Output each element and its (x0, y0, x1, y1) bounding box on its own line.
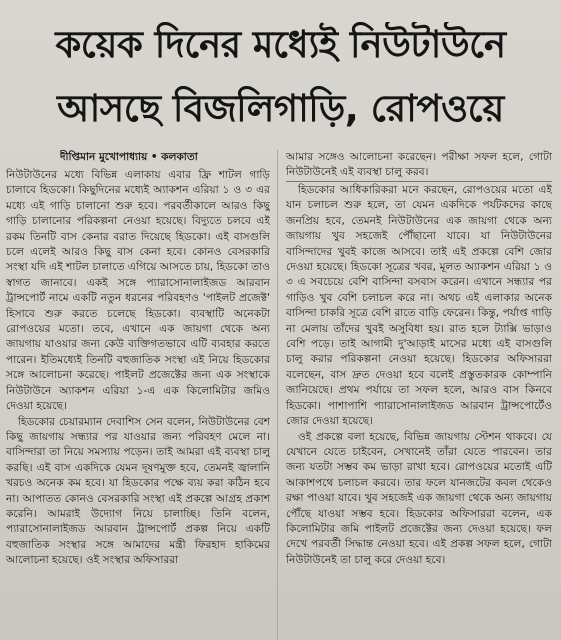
article-right-column (286, 183, 552, 640)
column-divider (277, 150, 278, 640)
paragraph: হিডকোর আধিকারিকরা মনে করছেন, রোপওয়ের মতো এই যান চলাচল শুরু হলে, তা যেমন একদিকে পর্যটকদের কাছে জনপ্রিয় হবে, তেমনই নিউটাউনের এক জায়গা থেকে অন্য জায়গায় খুব সহজেই পৌঁছানো যাবে। যা নিউটাউনের বাসিন্দাদের খুবই কাজে আসবে। তাই এই প্রকল্পে বেশি জোর দেওয়া হয়েছে। হিডকো সূত্রের খবর, মূলত অ্যাকশন এরিয়া ১ ও ৩ এ সবচেয়ে বেশি বাসিন্দা বসবাস করেন। এখানে সন্ধ্যার পর গাড়িও খুব বেশি চলাচল করে না। অথচ এই এলাকার অনেক বাসিন্দা চাকরি সূত্রে বেশি রাতে বাড়ি ফেরেন। কিন্তু, পর্যাপ্ত গাড়ি না মেলায় তাঁদের খুবই অসুবিধা হয়। রাত হলে ট্যাক্সি ভাড়াও বেশি পড়ে। তাই আগামী দু'আড়াই মাসের মধ্যে এই বাসগুলি চালু করার পরিকল্পনা নেওয়া হয়েছে। হিডকোর অফিসাররা বলেছেন, বাস দ্রুত দেওয়া হবে বলেই প্রস্তুতকারক কোম্পানি জানিয়েছে। প্রথম পর্যায়ে তা সফল হলে, আরও বাস কিনবে হিডকো। পাশাপাশি প্যারাসোনালাইজড আরবান ট্রান্সপোর্টেও জোর দেওয়া হয়েছে। (286, 184, 552, 428)
paragraph: নিউটাউনের মধ্যে বিভিন্ন এলাকায় এবার ফ্রি শাটল গাড়ি চালাবে হিডকো। কিছুদিনের মধ্যেই অ্যাকশন এরিয়া ১ ও ৩ এর মধ্যে এই গাড়ি চালানো শুরু হবে। পরবর্তীকালে আরও কিছু গাড়ি চালানোর পরিকল্পনা নেওয়া হয়েছে। বিদ্যুতে চলবে এই রকম তিনটি বাস কেনার বরাত দিয়েছে হিডকো। এই বাসগুলি চলে এলেই আরও কিছু বাস কেনা হবে। কোনও বেসরকারি সংস্থা যদি এই শাটল চালাতে এগিয়ে আসতে চায়, হিডকো তাও স্বাগত জানাবে। একই সঙ্গে প্যারাসোনালাইজড আরবান ট্রান্সপোর্ট নামে একটি নতুন ধরনের পরিবহণও 'পাইলট প্রজেক্ট' হিসাবে শুরু করতে চলেছে হিডকো। ব্যবস্থাটি অনেকটা রোপওয়ের মতো। তবে, এখানে এক জায়গা থেকে অন্য জায়গায় যাওয়ার জন্য কেউ ব্যক্তিগতভাবে এটি ব্যবহার করতে পারেন। ইতিমধ্যেই তিনটি বহুজাতিক সংস্থা এই নিয়ে হিডকোর সঙ্গে আলোচনা করেছে। পাইলট প্রজেক্টের জন্য এক সংস্থাকে নিউটাউনে অ্যাকশন এরিয়া ১-এ এক কিলোমিটার জমিও দেওয়া হয়েছে। (6, 169, 270, 413)
article-left-column (6, 168, 270, 640)
horizontal-rule (286, 181, 552, 182)
byline: দীপ্তিমান মুখোপাধ্যায় • কলকাতা (60, 151, 198, 163)
headline-line-2: আসছে বিজলিগাড়ি, রোপওয়ে (57, 87, 504, 130)
paragraph: হিডকোর চেয়ারম্যান দেবাশিস সেন বলেন, নিউটাউনের বেশ কিছু জায়গায় সন্ধ্যার পর যাওয়ার জন্য পরিবহণ মেলে না। বাসিন্দারা তা নিয়ে সমস্যায় পড়েন। তাই আমরা এই ব্যবস্থা চালু করছি। এই বাস একদিকে যেমন দূষণমুক্ত হবে, তেমনই জ্বালানি খরচও অনেক কম হবে। যা হিডকোর পক্ষে ব্যয় করা কঠিন হবে না। আপাতত কোনও বেসরকারি সংস্থা এই প্রকল্পে আগ্রহ প্রকাশ করেনি। আমরাই উদ্যোগ নিয়ে চালাচ্ছি। তিনি বলেন, প্যারাসোনালাইজড আরবান ট্রান্সপোর্ট প্রকল্প নিয়ে একটি বহুজাতিক সংস্থার সঙ্গে আমাদের মন্ত্রী ফিরহাদ হাকিমের আলোচনা হয়েছে। ওই সংস্থার অফিসাররা (6, 415, 270, 567)
headline-line-1: কয়েক দিনের মধ্যেই নিউটাউনে (55, 23, 506, 66)
paragraph: ওই প্রকল্পে বলা হয়েছে, বিভিন্ন জায়গায় স্টেশন থাকবে। যে যেখানে যেতে চাইবেন, সেখানেই তাঁরা যেতে পারবেন। তার জন্য যতটা সম্ভব কম ভাড়া রাখা হবে। রোপওয়ের মতোই এটি আকাশপথে চলাচল করবে। তার ফলে যানজটের কবল থেকেও রক্ষা পাওয়া যাবে। খুব সহজেই এক জায়গা থেকে অন্য জায়গায় পৌঁছে যাওয়া সম্ভব হবে। হিডকোর অফিসাররা বলেন, এক কিলোমিটার জমি পাইলট প্রজেক্টের জন্য দেওয়া হয়েছে। ফল দেখে পরবর্তী সিদ্ধান্ত নেওয়া হবে। এই প্রকল্প সফল হলে, গোটা নিউটাউনেই তা চালু করে দেওয়া হবে। (286, 430, 552, 566)
paragraph: আমার সঙ্গেও আলোচনা করেছেন। পরীক্ষা সফল হলে, গোটা নিউটাউনেই এই ব্যবস্থা চালু করব। (286, 151, 552, 179)
article-right-column-top (286, 150, 552, 181)
